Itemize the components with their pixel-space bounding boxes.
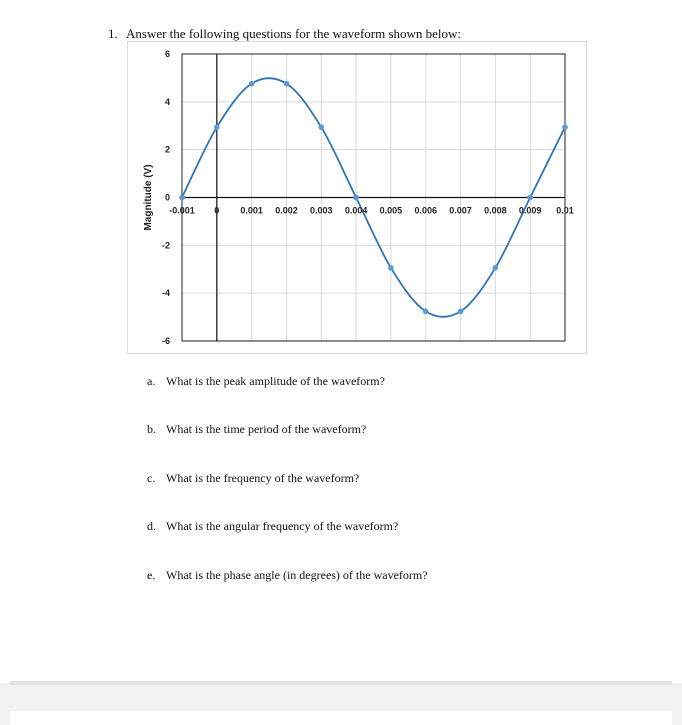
data-point	[318, 124, 324, 130]
x-tick-label: -0.001	[169, 205, 195, 216]
y-tick-label: -2	[161, 240, 170, 251]
data-point	[493, 265, 499, 271]
data-point	[353, 195, 359, 201]
x-tick-label: 0.009	[518, 205, 542, 216]
x-tick-label: 0.007	[449, 205, 472, 216]
y-tick-label: 6	[164, 49, 170, 59]
subquestion-b	[147, 422, 366, 437]
question-number: 1.	[108, 26, 118, 41]
subquestion-letter: a.	[147, 374, 156, 388]
x-tick-label: 0.01	[556, 205, 574, 216]
data-point	[214, 124, 220, 130]
subquestion-text: What is the peak amplitude of the waveform?	[166, 374, 385, 388]
subquestion-e	[147, 568, 428, 583]
data-point	[527, 195, 533, 201]
data-point	[458, 309, 464, 315]
subquestion-text: What is the angular frequency of the waveform?	[166, 519, 399, 533]
y-tick-label: 2	[164, 144, 170, 155]
data-point	[562, 124, 568, 130]
subquestion-letter: b.	[147, 422, 156, 436]
subquestion-letter: d.	[147, 519, 156, 533]
y-tick-labels	[162, 49, 170, 346]
x-tick-label: 0.001	[240, 205, 263, 216]
x-tick-label: 0	[214, 205, 220, 216]
page-divider	[10, 681, 672, 685]
y-tick-label: -4	[161, 288, 170, 299]
y-tick-label: 4	[164, 96, 170, 107]
next-page	[10, 711, 672, 725]
x-tick-label: 0.002	[275, 205, 298, 216]
x-tick-label: 0.003	[310, 205, 333, 216]
subquestion-text: What is the frequency of the waveform?	[166, 471, 360, 485]
subquestion-text: What is the time period of the waveform?	[166, 422, 367, 436]
data-point	[179, 195, 185, 201]
data-point	[423, 309, 429, 315]
x-tick-labels	[169, 206, 574, 216]
data-point	[284, 81, 290, 87]
subquestion-a	[147, 374, 385, 389]
question-header	[108, 26, 461, 42]
subquestion-letter: e.	[147, 568, 156, 582]
x-tick-label: 0.004	[344, 205, 368, 216]
y-tick-label: -6	[161, 336, 170, 346]
waveform-chart	[127, 41, 587, 354]
x-tick-label: 0.008	[484, 205, 507, 216]
x-tick-label: 0.005	[379, 205, 403, 216]
x-tick-label: 0.006	[414, 205, 437, 216]
data-point	[388, 265, 394, 271]
chart-axes	[182, 54, 565, 341]
data-point	[249, 81, 255, 87]
question-text: Answer the following questions for the waveform shown below:	[126, 26, 462, 41]
y-axis-title: Magnitude (V)	[143, 164, 154, 231]
y-tick-label: 0	[164, 192, 170, 203]
subquestion-letter: c.	[147, 471, 156, 485]
subquestion-text: What is the phase angle (in degrees) of the waveform?	[166, 568, 428, 582]
subquestion-d	[147, 519, 398, 534]
subquestion-c	[147, 471, 359, 486]
